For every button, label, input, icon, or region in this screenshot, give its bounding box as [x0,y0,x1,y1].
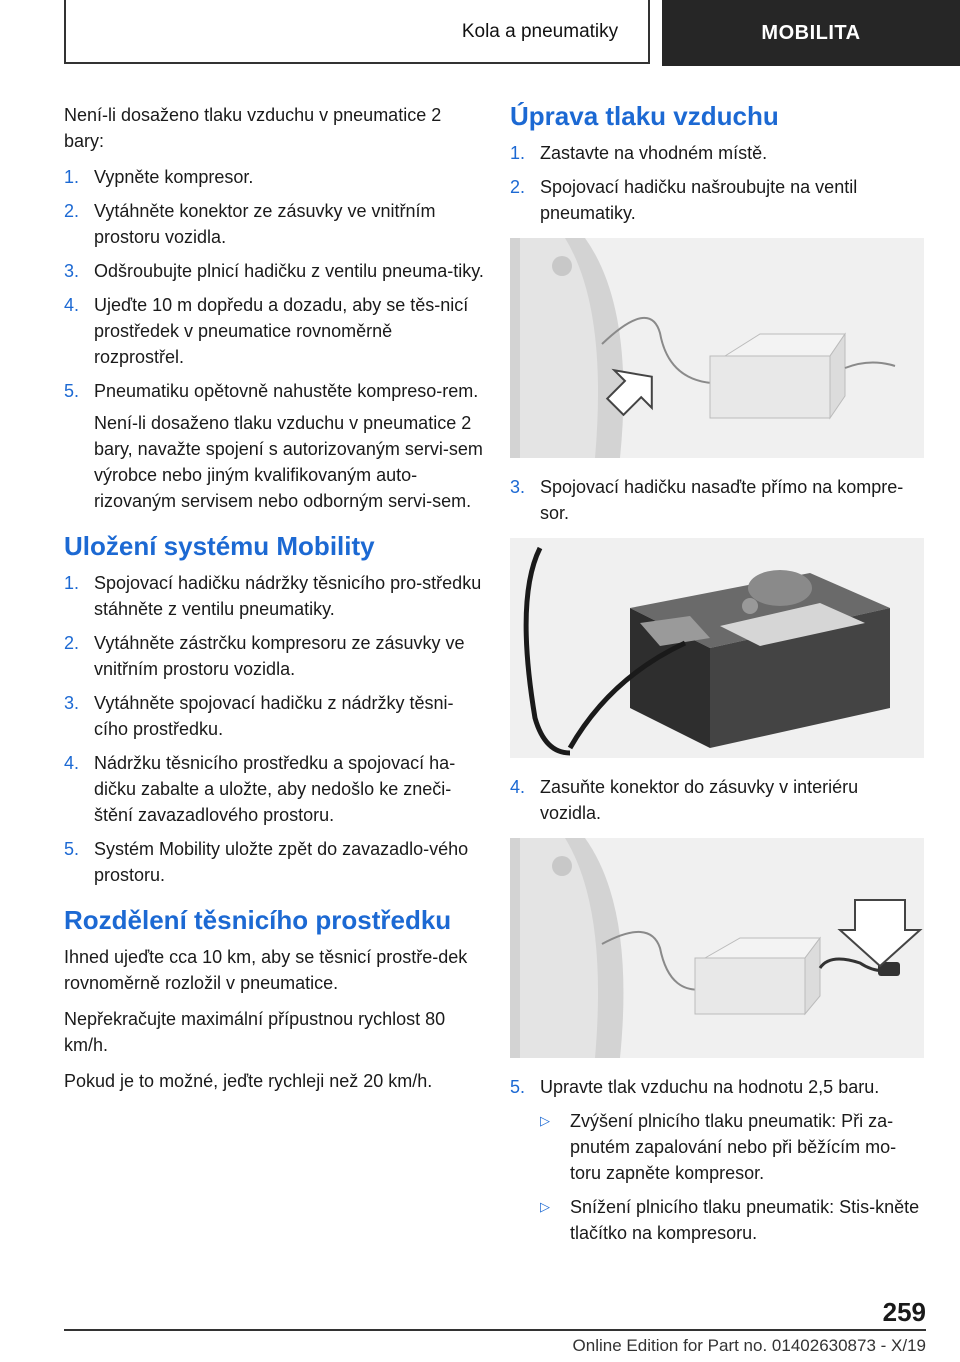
list-item: 1. Spojovací hadičku nádržky těsnicího pro-středku stáhněte z ventilu pneumatiky. [64,573,482,619]
list-item: 5. Upravte tlak vzduchu na hodnotu 2,5 baru. ▷ Zvýšení plnicího tlaku pneumatik: Při za-pnutém zapalování nebo při běžícím mo-toru zapněte kompresor. ▷ Snížení plnicího tlaku pneumatik: Stis-kněte tlačítko na kompresoru. [510,1074,924,1246]
footer-divider [64,1329,926,1331]
paragraph: Nepřekračujte maximální přípustnou rychlost 80 km/h. [64,1009,446,1055]
list-item: 3. Spojovací hadičku nasaďte přímo na kompre-sor. [510,477,904,523]
list-item: 5. Pneumatiku opětovně nahustěte kompreso-rem. Není-li dosaženo tlaku vzduchu v pneumatice 2 bary, navažte spojení s autorizovaným servi-sem výrobce nebo jiným kvalifikovaným auto-rizovaným servisem nebo odborným servi-sem. [64,378,484,514]
sub-list-item: ▷ Zvýšení plnicího tlaku pneumatik: Při za-pnutém zapalování nebo při běžícím mo-toru zapněte kompresor. [540,1108,924,1186]
distribution-heading: Rozdělení těsnicího prostředku [64,905,452,935]
adjust-steps-a [510,140,924,226]
list-item: 5. Systém Mobility uložte zpět do zavazadlo-vého prostoru. [64,839,469,885]
list-item: 2. Vytáhněte zástrčku kompresoru ze zásuvky ve vnitřním prostoru vozidla. [64,633,465,679]
list-item: 3. Odšroubujte plnicí hadičku z ventilu pneuma-tiky. [64,261,484,281]
section-title: Kola a pneumatiky [461,21,619,42]
list-item: 1. Vypněte kompresor. [64,167,254,187]
list-item: 4. Ujeďte 10 m dopředu a dozadu, aby se těs-nicí prostředek v pneumatice rovnoměrně rozprostřel. [64,295,469,367]
list-item: 1. Zastavte na vhodném místě. [510,143,768,163]
socket-drawing [510,838,924,1058]
pressure-steps [64,164,484,514]
chapter-tab: MOBILITA [662,0,960,66]
storage-heading: Uložení systému Mobility [64,531,375,561]
compressor-drawing [510,538,924,758]
right-column [510,100,924,1254]
compressor-illustration [510,538,924,758]
triangle-bullet-icon: ▷ [540,1199,550,1214]
intro-text: Není-li dosaženo tlaku vzduchu v pneumatice 2 bary: [64,105,442,151]
left-column [64,102,484,1104]
page-number: 259 [882,1297,926,1327]
adjust-steps-b [510,474,924,526]
list-item: 4. Zasuňte konektor do zásuvky v interiéru vozidla. [510,777,859,823]
storage-steps [64,570,484,888]
adjust-steps-d [510,1074,924,1246]
sub-list [540,1108,924,1246]
paragraph: Ihned ujeďte cca 10 km, aby se těsnicí prostře-dek rovnoměrně rozložil v pneumatice. [64,947,468,993]
list-item: 2. Spojovací hadičku našroubujte na ventil pneumatiky. [510,177,858,223]
tire-hose-illustration [510,238,924,458]
list-item: 3. Vytáhněte spojovací hadičku z nádržky těsni-cího prostředku. [64,693,454,739]
tire-hose-drawing [510,238,924,458]
edition-note: Online Edition for Part no. 01402630873 - X/19 [572,1336,926,1355]
sub-list-item: ▷ Snížení plnicího tlaku pneumatik: Stis-kněte tlačítko na kompresoru. [540,1194,924,1246]
socket-illustration [510,838,924,1058]
paragraph: Pokud je to možné, jeďte rychleji než 20 km/h. [64,1071,433,1091]
list-item: 2. Vytáhněte konektor ze zásuvky ve vnitřním prostoru vozidla. [64,201,436,247]
adjust-heading: Úprava tlaku vzduchu [510,101,779,131]
list-item: 4. Nádržku těsnicího prostředku a spojovací ha-dičku zabalte a uložte, aby nedošlo ke zneči-štění zavazadlového prostoru. [64,753,456,825]
step-note: Není-li dosaženo tlaku vzduchu v pneumatice 2 bary, navažte spojení s autorizovaným servi-sem výrobce nebo jiným kvalifikovaným auto-rizovaným servisem nebo odborným servi-sem. [94,413,483,511]
triangle-bullet-icon: ▷ [540,1113,550,1128]
adjust-steps-c [510,774,924,826]
